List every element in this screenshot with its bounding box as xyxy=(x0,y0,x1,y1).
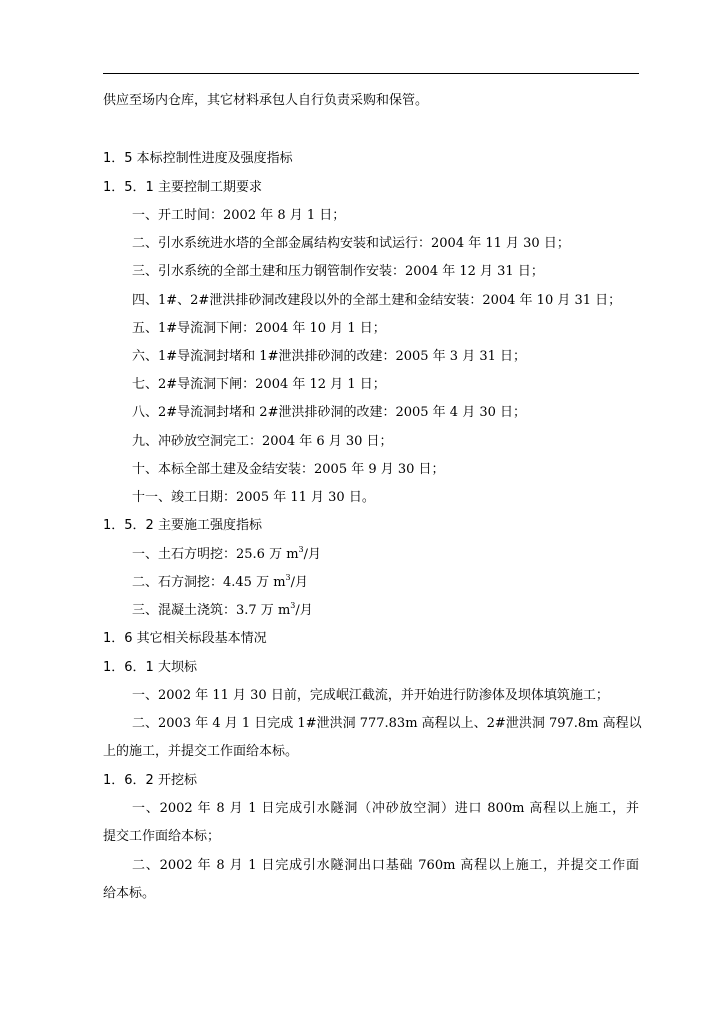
section-1-6-heading: 1．6 其它相关标段基本情况 xyxy=(103,631,267,646)
schedule-item-6: 六、1#导流洞封堵和 1#泄洪排砂洞的改建：2005 年 3 月 31 日； xyxy=(132,349,527,364)
excavation-paragraph-2-line-1: 二、2002 年 8 月 1 日完成引水隧洞出口基础 760m 高程以上施工，并提交工作面 xyxy=(132,858,639,873)
section-1-5-2-heading: 1．5．2 主要施工强度指标 xyxy=(103,518,262,533)
excavation-paragraph-1-line-2: 提交工作面给本标； xyxy=(103,829,221,844)
dam-paragraph-2-line-2: 上的施工，并提交工作面给本标。 xyxy=(103,744,299,759)
section-1-5-1-heading: 1．5．1 主要控制工期要求 xyxy=(103,180,262,195)
intro-line: 供应至场内仓库，其它材料承包人自行负责采购和保管。 xyxy=(103,93,429,108)
section-1-6-1-heading: 1．6．1 大坝标 xyxy=(103,660,197,675)
schedule-item-10: 十、本标全部土建及金结安装：2005 年 9 月 30 日； xyxy=(132,462,445,477)
schedule-item-5: 五、1#导流洞下闸：2004 年 10 月 1 日； xyxy=(132,321,386,336)
schedule-item-7: 七、2#导流洞下闸：2004 年 12 月 1 日； xyxy=(132,377,386,392)
excavation-paragraph-1-line-1: 一、2002 年 8 月 1 日完成引水隧洞（冲砂放空洞）进口 800m 高程以上施工，并 xyxy=(132,801,639,816)
section-1-5-heading: 1．5 本标控制性进度及强度指标 xyxy=(103,151,293,166)
schedule-item-1: 一、开工时间：2002 年 8 月 1 日； xyxy=(132,208,346,223)
dam-paragraph-2-line-1: 二、2003 年 4 月 1 日完成 1#泄洪洞 777.83m 高程以上、2#泄洪洞 797.8m 高程以 xyxy=(132,716,642,731)
excavation-paragraph-2-line-2: 给本标。 xyxy=(103,886,156,901)
intensity-item-2: 二、石方洞挖：4.45 万 $m^3/$月 xyxy=(132,572,309,590)
dam-paragraph-1: 一、2002 年 11 月 30 日前，完成岷江截流，并开始进行防渗体及坝体填筑施工； xyxy=(132,688,609,703)
schedule-item-11: 十一、竣工日期：2005 年 11 月 30 日。 xyxy=(132,490,375,505)
schedule-item-4: 四、1#、2#泄洪排砂洞改建段以外的全部土建和金结安装：2004 年 10 月 31 日； xyxy=(132,293,622,308)
schedule-item-3: 三、引水系统的全部土建和压力钢管制作安装：2004 年 12 月 31 日； xyxy=(132,264,544,279)
schedule-item-9: 九、冲砂放空洞完工：2004 年 6 月 30 日； xyxy=(132,434,393,449)
schedule-item-8: 八、2#导流洞封堵和 2#泄洪排砂洞的改建：2005 年 4 月 30 日； xyxy=(132,405,527,420)
schedule-item-2: 二、引水系统进水塔的全部金属结构安装和试运行：2004 年 11 月 30 日； xyxy=(132,236,570,251)
intensity-item-3: 三、混凝土浇筑：3.7 万 $m^3/$月 xyxy=(132,600,313,618)
intensity-item-1: 一、土石方明挖：25.6 万 $m^3/$月 xyxy=(132,544,322,562)
section-1-6-2-heading: 1．6．2 开挖标 xyxy=(103,773,197,788)
header-rule xyxy=(103,73,639,74)
